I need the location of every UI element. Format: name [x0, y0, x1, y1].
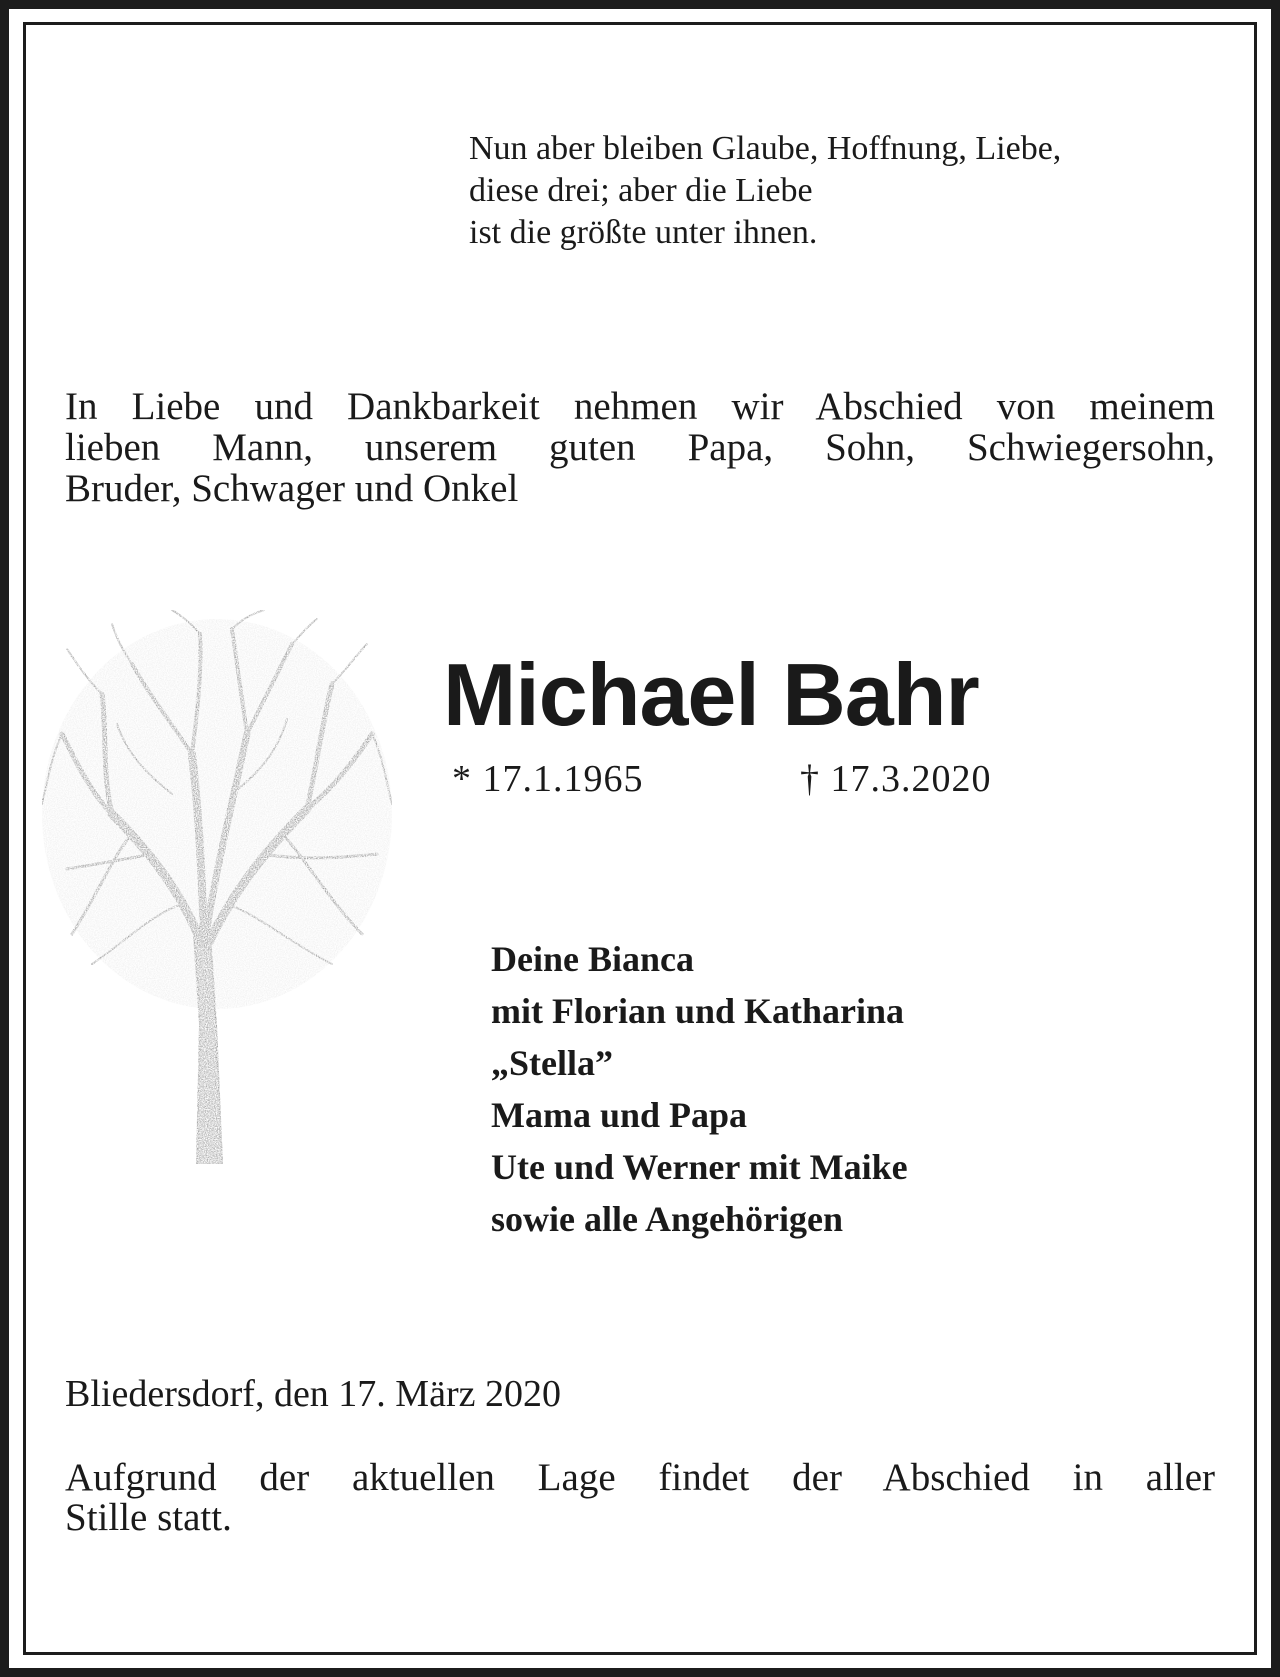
intro-line: In Liebe und Dankbarkeit nehmen wir Abschied von meinem — [65, 385, 1215, 428]
verse-line: diese drei; aber die Liebe — [469, 172, 813, 209]
deceased-name: Michael Bahr — [443, 645, 979, 744]
verse-line: ist die größte unter ihnen. — [469, 214, 818, 251]
intro-text — [65, 386, 1215, 509]
notice-line: Stille statt. — [65, 1496, 232, 1539]
mourner-line: sowie alle Angehörigen — [491, 1199, 843, 1239]
tree-illustration-icon — [32, 604, 402, 1174]
mourner-line: „Stella” — [491, 1043, 613, 1083]
notice-line: Aufgrund der aktuellen Lage findet der Abschied in aller — [65, 1456, 1215, 1499]
mourner-line: Ute und Werner mit Maike — [491, 1147, 908, 1187]
death-date: † 17.3.2020 — [800, 758, 992, 800]
intro-line: Bruder, Schwager und Onkel — [65, 467, 519, 510]
bible-verse — [469, 128, 1061, 254]
mourners-list — [491, 933, 908, 1245]
mourner-line: Mama und Papa — [491, 1095, 748, 1135]
intro-line: lieben Mann, unserem guten Papa, Sohn, Schwiegersohn, — [65, 426, 1215, 469]
place-and-date: Bliedersdorf, den 17. März 2020 — [65, 1373, 561, 1415]
mourner-line: Deine Bianca — [491, 939, 694, 979]
birth-date: * 17.1.1965 — [452, 758, 644, 800]
verse-line: Nun aber bleiben Glaube, Hoffnung, Liebe, — [469, 130, 1062, 167]
funeral-notice — [65, 1458, 1215, 1538]
mourner-line: mit Florian und Katharina — [491, 991, 905, 1031]
